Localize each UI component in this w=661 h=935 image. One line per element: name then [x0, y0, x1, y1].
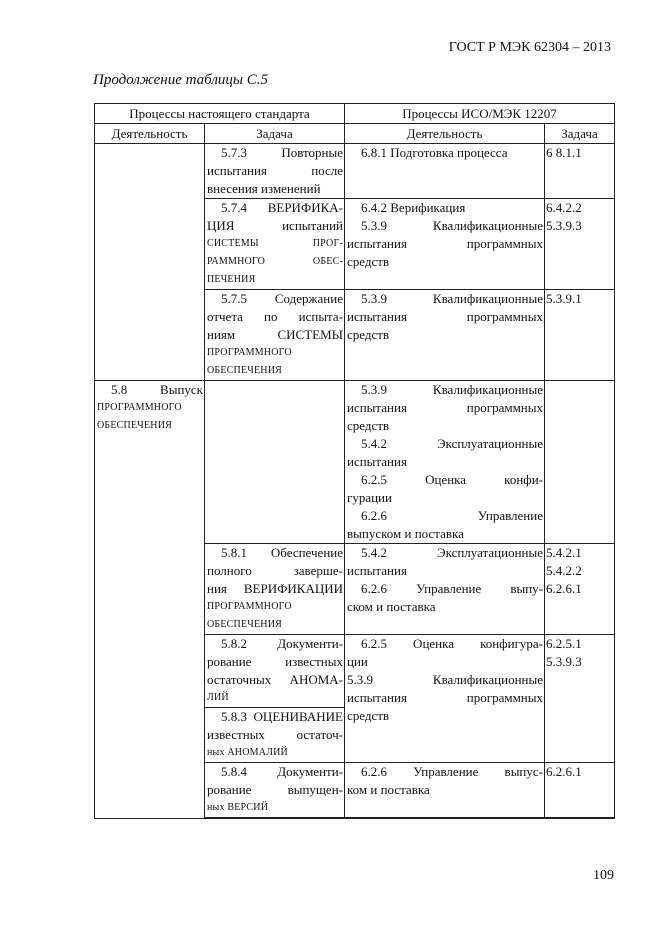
iso-activity-cell: [345, 144, 545, 199]
task-cell: [205, 199, 345, 290]
iso-activity-cell: [345, 544, 545, 635]
task-line: остаточных АНОМА-: [207, 672, 343, 687]
task-line: ЛИЙ: [207, 692, 229, 703]
iso-task-code: 6.4.2.2: [546, 200, 582, 215]
iso-activity-line: средств: [347, 254, 390, 269]
iso-activity-line: 6.2.6 Управление выпу-: [361, 581, 543, 596]
task-line: полного заверше-: [207, 563, 343, 578]
iso-activity-line: 6.2.6 Управление выпус-: [361, 764, 543, 779]
task-line: ния ВЕРИФИКАЦИИ: [207, 581, 343, 596]
iso-activity-line: испытания: [347, 563, 407, 578]
iso-activity-line: 5.3.9 Квалификационные: [361, 218, 543, 233]
iso-activity-line: 6.2.5 Оценка конфи-: [361, 472, 543, 487]
task-line: 5.7.5 Содержание: [221, 291, 343, 306]
iso-activity-line: 6.2.6 Управление: [361, 508, 543, 523]
activity-cell: [95, 381, 205, 819]
iso-task-code: 6.2.5.1: [546, 636, 582, 651]
group-header-iso: Процессы ИСО/МЭК 12207: [345, 104, 615, 124]
task-cell: [205, 763, 345, 819]
group-header-row: [95, 104, 615, 124]
iso-activity-cell: [345, 763, 545, 819]
task-line: рование выпущен-: [207, 782, 343, 797]
task-line: РАММНОГО ОБЕС-: [207, 256, 343, 267]
iso-task-cell: [545, 544, 615, 635]
iso-activity-line: 5.3.9 Квалификационные: [347, 672, 543, 687]
col-header-task-iso: Задача: [545, 124, 615, 144]
iso-activity-cell: [345, 290, 545, 381]
iso-activity-line: 6.2.5 Оценка конфигура-: [361, 636, 543, 651]
task-line: рование известных: [207, 654, 343, 669]
iso-activity-line: испытания программных: [347, 690, 543, 705]
iso-task-cell: [545, 199, 615, 290]
task-line: ных АНОМАЛИЙ: [207, 747, 288, 758]
task-line: ПЕЧЕНИЯ: [207, 274, 256, 285]
task-line: ных ВЕРСИЙ: [207, 802, 269, 813]
iso-activity-line: ком и поставка: [347, 782, 430, 797]
task-line: 5.8.1 Обеспечение: [221, 545, 343, 560]
table-row: [95, 144, 615, 199]
iso-activity-line: испытания: [347, 454, 407, 469]
iso-activity-line: 5.3.9 Квалификационные: [361, 382, 543, 397]
iso-task-code: 5.3.9.1: [546, 291, 582, 306]
iso-activity-line: средств: [347, 327, 390, 342]
mapping-table: [94, 103, 615, 819]
task-line: СИСТЕМЫ ПРОГ-: [207, 238, 343, 249]
table-continuation-caption: Продолжение таблицы С.5: [93, 72, 269, 88]
task-cell: [205, 708, 345, 763]
task-line: ОБЕСПЕЧЕНИЯ: [207, 365, 282, 376]
task-line: внесения изменений: [207, 181, 321, 196]
iso-activity-line: 6.4.2 Верификация: [361, 200, 466, 215]
task-line: ПРОГРАММНОГО: [207, 347, 292, 358]
iso-activity-line: средств: [347, 708, 390, 723]
iso-activity-cell: [345, 635, 545, 763]
task-line: 5.8.4 Документи-: [221, 764, 343, 779]
task-line: 5.8.2 Документи-: [221, 636, 343, 651]
col-header-task-standard: Задача: [205, 124, 345, 144]
iso-task-cell: [545, 635, 615, 763]
table-row: [95, 381, 615, 544]
iso-task-code: 6.2.6.1: [546, 764, 582, 779]
iso-task-cell: [545, 144, 615, 199]
standard-header: ГОСТ Р МЭК 62304 – 2013: [448, 40, 611, 55]
page-number: 109: [593, 868, 614, 883]
iso-task-code: 6 8.1.1: [546, 145, 582, 160]
iso-activity-line: ском и поставка: [347, 599, 436, 614]
task-line: ПРОГРАММНОГО: [207, 601, 292, 612]
group-header-standard: Процессы настоящего стандарта: [95, 104, 345, 124]
task-line: 5.8.3 ОЦЕНИВАНИЕ: [221, 709, 343, 724]
iso-task-code: 6.2.6.1: [546, 581, 582, 596]
iso-task-code: 5.4.2.1: [546, 545, 582, 560]
col-header-activity-standard: Деятельность: [95, 124, 205, 144]
task-line: 5.7.4 ВЕРИФИКА-: [221, 200, 343, 215]
col-header-activity-iso: Деятельность: [345, 124, 545, 144]
iso-task-code: 5.3.9.3: [546, 654, 582, 669]
column-header-row: [95, 124, 615, 144]
task-line: испытания после: [207, 163, 343, 178]
iso-activity-line: 5.4.2 Эксплуатационные: [361, 436, 543, 451]
iso-activity-line: 6.8.1 Подготовка процесса: [361, 145, 508, 160]
iso-task-code: 5.4.2.2: [546, 563, 582, 578]
iso-task-cell-empty: [545, 381, 615, 544]
iso-activity-cell: [345, 199, 545, 290]
iso-activity-line: испытания программных: [347, 236, 543, 251]
iso-activity-line: выпуском и поставка: [347, 526, 464, 541]
activity-cell-empty: [95, 144, 205, 381]
task-line: 5.7.3 Повторные: [221, 145, 343, 160]
task-cell: [205, 635, 345, 708]
iso-activity-line: испытания программных: [347, 309, 543, 324]
activity-line: 5.8 Выпуск: [111, 382, 203, 397]
iso-activity-line: ции: [347, 654, 368, 669]
iso-task-code: 5.3.9.3: [546, 218, 582, 233]
iso-activity-cell: [345, 381, 545, 544]
task-line: ниям СИСТЕМЫ: [207, 327, 343, 342]
task-cell-empty: [205, 381, 345, 544]
iso-activity-line: гурации: [347, 490, 392, 505]
iso-activity-line: 5.3.9 Квалификационные: [361, 291, 543, 306]
iso-activity-line: средств: [347, 418, 390, 433]
task-cell: [205, 544, 345, 635]
task-cell: [205, 290, 345, 381]
task-line: ЦИЯ испытаний: [207, 218, 343, 233]
task-cell: [205, 144, 345, 199]
iso-task-cell: [545, 763, 615, 819]
task-line: известных остаточ-: [207, 727, 343, 742]
activity-line: ПРОГРАММНОГО: [97, 402, 182, 413]
task-line: отчета по испыта-: [207, 309, 343, 324]
iso-activity-line: испытания программных: [347, 400, 543, 415]
iso-task-cell: [545, 290, 615, 381]
task-line: ОБЕСПЕЧЕНИЯ: [207, 619, 282, 630]
iso-activity-line: 5.4.2 Эксплуатационные: [361, 545, 543, 560]
activity-line: ОБЕСПЕЧЕНИЯ: [97, 420, 172, 431]
